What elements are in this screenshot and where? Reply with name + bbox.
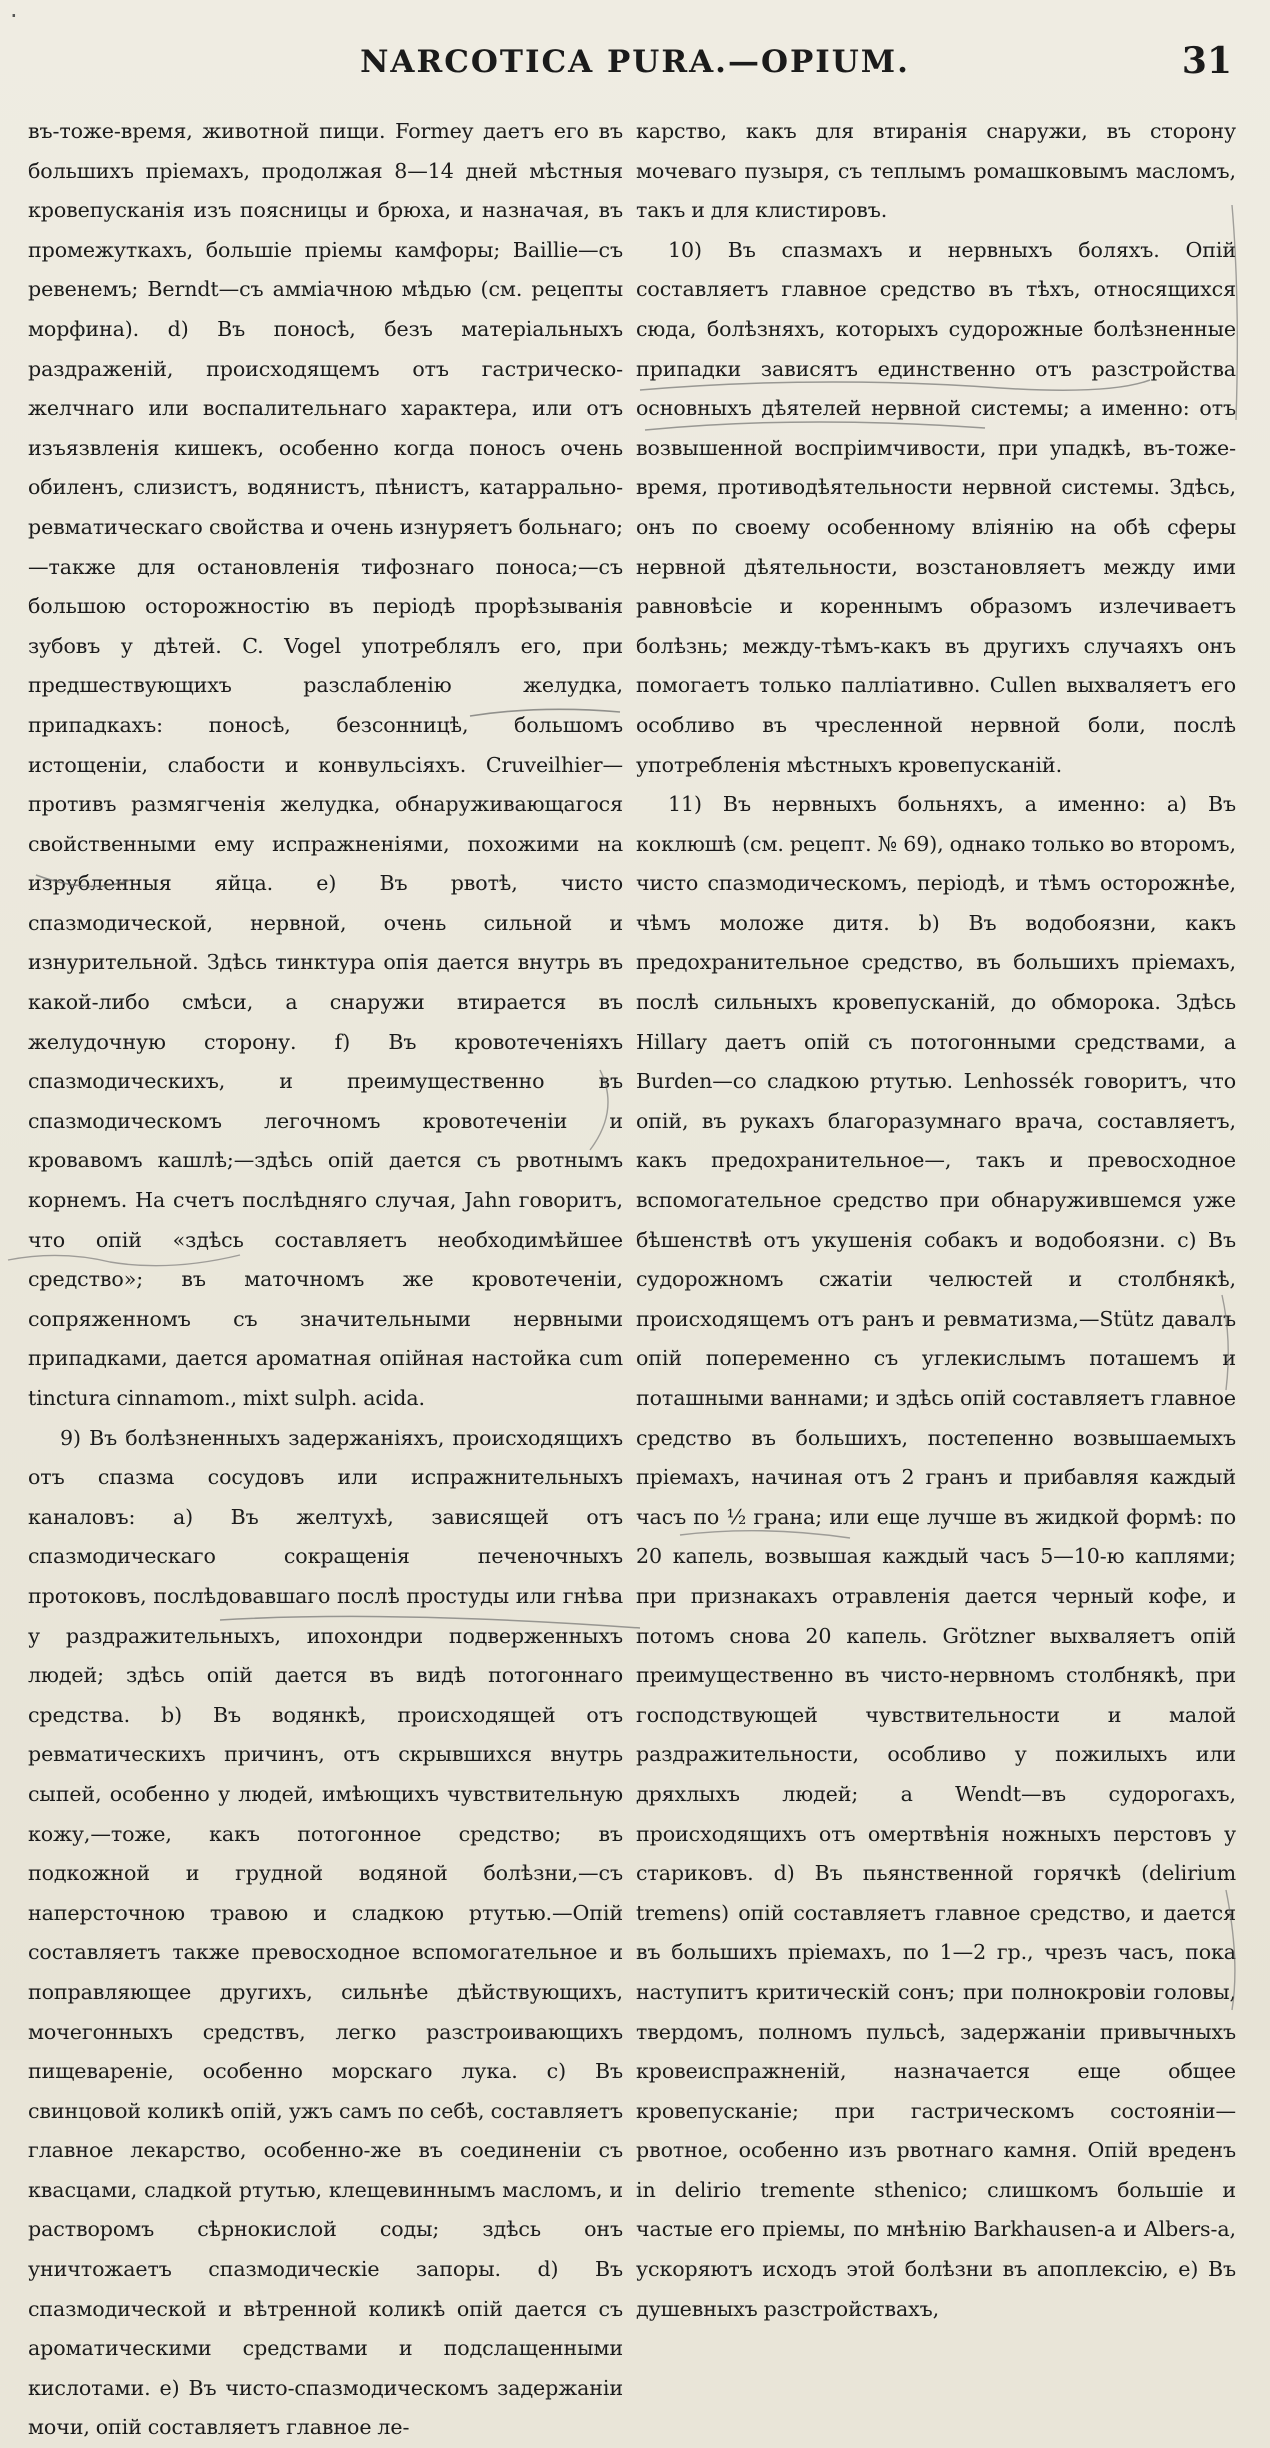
page-number: 31 bbox=[1181, 40, 1232, 82]
paragraph: карство, какъ для втиранія снаружи, въ сторону мочеваго пузыря, съ теплымъ ромашковымъ масломъ, такъ и для клистировъ. bbox=[636, 119, 1236, 223]
right-column bbox=[636, 112, 1236, 2329]
paragraph: 10) Въ спазмахъ и нервныхъ боляхъ. Опій составляетъ главное средство въ тѣхъ, относящихся сюда, болѣзняхъ, которыхъ судорожные болѣзненные припадки зависятъ единственно отъ разстройства основныхъ дѣятелей нервной системы; а именно: отъ возвышенной воспріимчивости, при упадкѣ, въ-тоже-время, противодѣятельности нервной системы. Здѣсь, онъ по своему особенному вліянію на обѣ сферы нервной дѣятельности, возстановляетъ между ими равновѣсіе и кореннымъ образомъ излечиваетъ болѣзнь; между-тѣмъ-какъ въ другихъ случаяхъ онъ помогаетъ только палліативно. Cullen выхваляетъ его особливо въ чресленной нервной боли, послѣ употребленія мѣстныхъ кровепусканій. bbox=[636, 237, 1236, 777]
corner-mark: · bbox=[10, 2, 18, 30]
paragraph: въ-тоже-время, животной пищи. Formey даетъ его въ большихъ пріемахъ, продолжая 8—14 дней мѣстныя кровепусканія изъ поясницы и брюха, и назначая, въ промежуткахъ, большіе пріемы камфоры; Baillie—съ ревенемъ; Berndt—съ амміачною мѣдью (см. рецепты морфина). d) Въ поносѣ, безъ матеріальныхъ раздраженій, происходящемъ отъ гастрическо-желчнаго или воспалительнаго характера, или отъ изъязвленія кишекъ, особенно когда поносъ очень обиленъ, слизистъ, водянистъ, пѣнистъ, катаррально-ревматическаго свойства и очень изнуряетъ больнаго;—также для остановленія тифознаго поноса;—съ большою осторожностію въ періодѣ прорѣзыванія зубовъ у дѣтей. C. Vogel употреблялъ его, при предшествующихъ разслабленію желудка, припадкахъ: поносѣ, безсонницѣ, большомъ истощеніи, слабости и конвульсіяхъ. Cruveilhier—противъ размягченія желудка, обнаруживающагося свойственными ему испражненіями, похожими на изрубленныя яйца. e) Въ рвотѣ, чисто спазмодической, нервной, очень сильной и изнурительной. Здѣсь тинктура опія дается внутрь въ какой-либо смѣси, а снаружи втирается въ желудочную сторону. f) Въ кровотеченіяхъ спазмодическихъ, и преимущественно въ спазмодическомъ легочномъ кровотеченіи и кровавомъ кашлѣ;—здѣсь опій дается съ рвотнымъ корнемъ. На счетъ послѣдняго случая, Jahn говоритъ, что опій «здѣсь составляетъ необходимѣйшее средство»; въ маточномъ же кровотеченіи, сопряженномъ съ значительными нервными припадками, дается ароматная опійная настойка cum tinctura cinnamom., mixt sulph. acida. bbox=[28, 119, 623, 1410]
running-title: NARCOTICA PURA.—OPIUM. bbox=[360, 44, 910, 80]
left-column bbox=[28, 112, 623, 2448]
paragraph: 9) Въ болѣзненныхъ задержаніяхъ, происходящихъ отъ спазма сосудовъ или испражнительныхъ каналовъ: a) Въ желтухѣ, зависящей отъ спазмодическаго сокращенія печеночныхъ протоковъ, послѣдовавшаго послѣ простуды или гнѣва у раздражительныхъ, ипохондри подверженныхъ людей; здѣсь опій дается въ видѣ потогоннаго средства. b) Въ водянкѣ, происходящей отъ ревматическихъ причинъ, отъ скрывшихся внутрь сыпей, особенно у людей, имѣющихъ чувствительную кожу,—тоже, какъ потогонное средство; въ подкожной и грудной водяной болѣзни,—съ наперсточною травою и сладкою ртутью.—Опій составляетъ также превосходное вспомогательное и поправляющее другихъ, сильнѣе дѣйствующихъ, мочегонныхъ средствъ, легко разстроивающихъ пищевареніе, особенно морскаго лука. c) Въ свинцовой коликѣ опій, ужъ самъ по себѣ, составляетъ главное лекарство, особенно-же въ соединеніи съ квасцами, сладкой ртутью, клещевиннымъ масломъ, и растворомъ сѣрнокислой соды; здѣсь онъ уничтожаетъ спазмодическіе запоры. d) Въ спазмодической и вѣтренной коликѣ опій дается съ ароматическими средствами и подслащенными кислотами. e) Въ чисто-спазмодическомъ задержаніи мочи, опій составляетъ главное ле- bbox=[28, 1425, 623, 2440]
paragraph: 11) Въ нервныхъ больняхъ, а именно: a) Въ коклюшѣ (см. рецепт. № 69), однако только во второмъ, чисто спазмодическомъ, періодѣ, и тѣмъ осторожнѣе, чѣмъ моложе дитя. b) Въ водобоязни, какъ предохранительное средство, въ большихъ пріемахъ, послѣ сильныхъ кровепусканій, до обморока. Здѣсь Hillary даетъ опій съ потогонными средствами, а Burden—со сладкою ртутью. Lenhossék говоритъ, что опій, въ рукахъ благоразумнаго врача, составляетъ, какъ предохранительное—, такъ и превосходное вспомогательное средство при обнаружившемся уже бѣшенствѣ отъ укушенія собакъ и водобоязни. c) Въ судорожномъ сжатіи челюстей и столбнякѣ, происходящемъ отъ ранъ и ревматизма,—Stütz давалъ опій попеременно съ углекислымъ поташемъ и поташными ваннами; и здѣсь опій составляетъ главное средство въ большихъ, постепенно возвышаемыхъ пріемахъ, начиная отъ 2 гранъ и прибавляя каждый часъ по ½ грана; или еще лучше въ жидкой формѣ: по 20 капель, возвышая каждый часъ 5—10-ю каплями; при признакахъ отравленія дается черный кофе, и потомъ снова 20 капель. Grötzner выхваляетъ опій преимущественно въ чисто-нервномъ столбнякѣ, при господствующей чувствительности и малой раздражительности, особливо у пожилыхъ или дряхлыхъ людей; а Wendt—въ судорогахъ, происходящихъ отъ омертвѣнія ножныхъ перстовъ у стариковъ. d) Въ пьянственной горячкѣ (delirium tremens) опій составляетъ главное средство, и дается въ большихъ пріемахъ, по 1—2 гр., чрезъ часъ, пока наступитъ критическій сонъ; при полнокровіи головы, твердомъ, полномъ пульсѣ, задержаніи привычныхъ кровеиспражненій, назначается еще общее кровепусканіе; при гастрическомъ состояніи—рвотное, особенно изъ рвотнаго камня. Опій вреденъ in delirio tremente sthenico; слишкомъ большіе и частые его пріемы, по мнѣнію Barkhausen-а и Albers-а, ускоряютъ исходъ этой болѣзни въ апоплексію, e) Въ душевныхъ разстройствахъ, bbox=[636, 792, 1236, 2321]
column-divider bbox=[626, 112, 627, 2012]
page-header bbox=[0, 40, 1270, 94]
